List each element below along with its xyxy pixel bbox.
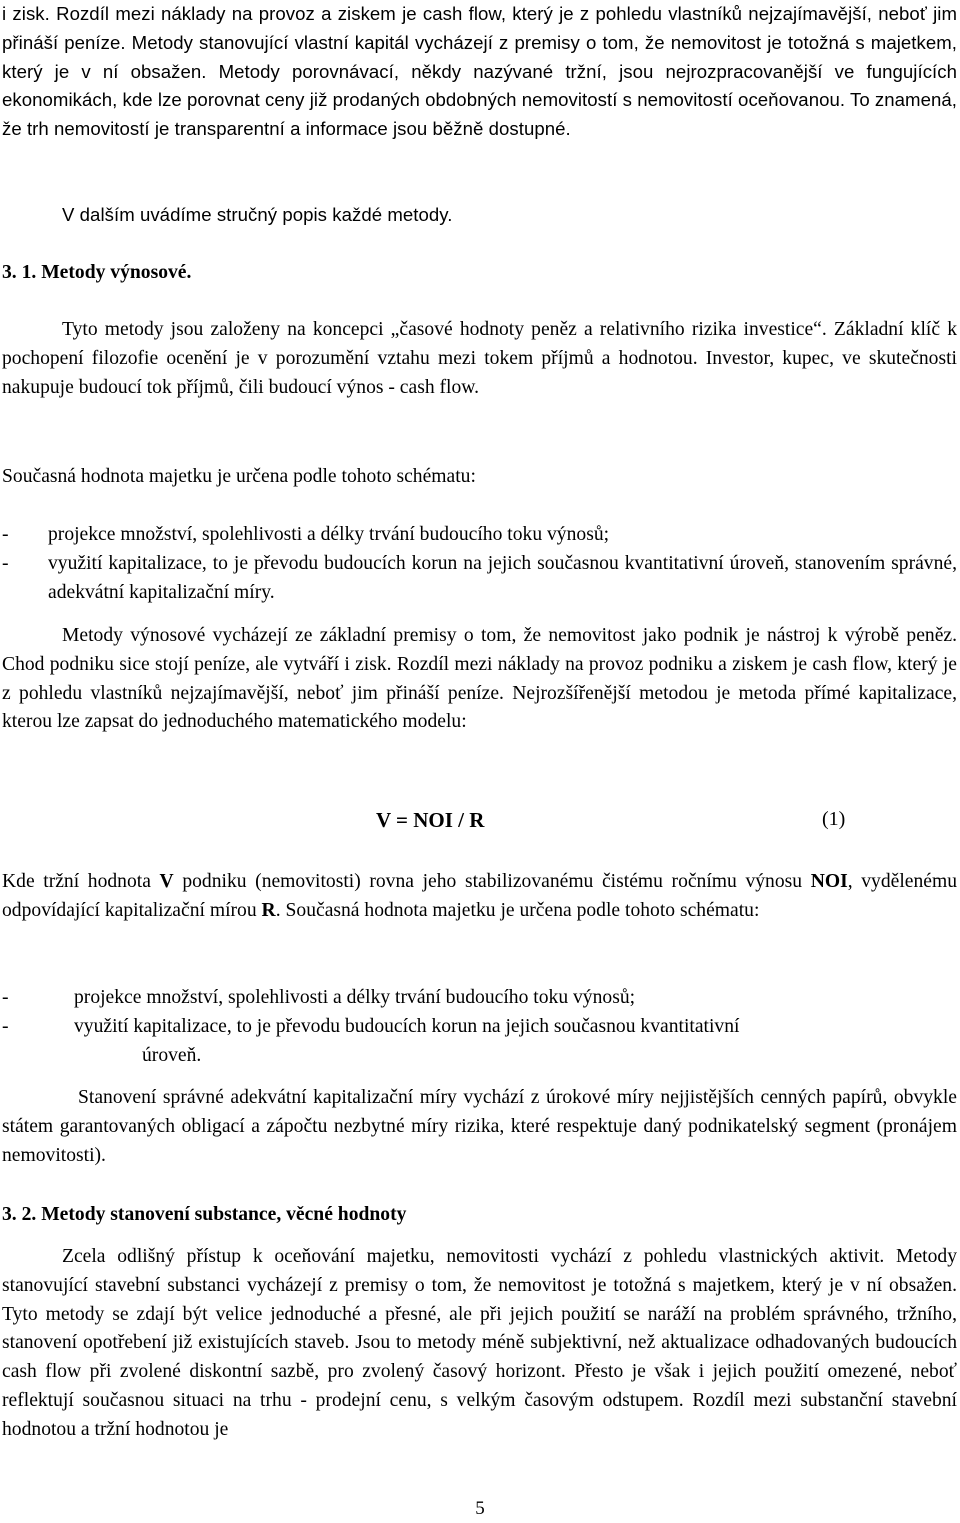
section-3-1-paragraph-4 — [2, 868, 957, 926]
symbol-v: V — [159, 871, 174, 892]
section-3-1-schema-intro: Současná hodnota majetku je určena podle tohoto schématu: — [2, 466, 476, 487]
intro-paragraph: i zisk. Rozdíl mezi náklady na provoz a ziskem je cash flow, který je z pohledu vlastníků nejzajímavější, neboť jim přináší peníze. Metody stanovující vlastní kapitál vycházejí z premisy o tom, že nemovitost je totožná s majetkem, který je v ní obsažen. Metody porovnávací, někdy nazývané tržní, jsou nejrozpracovanější ve fungujících ekonomikách, kde lze porovnat ceny již prodaných obdobných nemovitostí s nemovitostí oceňovanou. To znamená, že trh nemovitostí je transparentní a informace jsou běžně dostupné. — [2, 3, 957, 140]
formula-block — [0, 808, 960, 840]
section-heading-3-1: 3. 1. Metody výnosové. — [2, 262, 192, 283]
list-item — [2, 550, 957, 608]
list-dash: - — [2, 552, 9, 574]
list-item-text: projekce množství, spolehlivosti a délky trvání budoucího toku výnosů; — [48, 524, 610, 545]
section-3-1-paragraph-5: Stanovení správné adekvátní kapitalizační míry vychází z úrokové míry nejjistějších cenných papírů, obvykle státem garantovaných obligací a zápočtu nezbytné míry rizika, které respektuje daný podnikatelský segment (pronájem nemovitosti). — [2, 1087, 957, 1166]
p4-text-1: Kde tržní hodnota — [2, 871, 160, 892]
p4-text-3: , vydělenému odpovídající kapitalizační mírou — [2, 871, 957, 921]
list-item-text: využití kapitalizace, to je převodu budoucích korun na jejich současnou kvantitativní — [74, 1015, 740, 1037]
section-3-1-paragraph-3: Metody výnosové vycházejí ze základní premisy o tom, že nemovitost jako podnik je nástroj k výrobě peněz. Chod podniku sice stojí peníze, ale vytváří i zisk. Rozdíl mezi náklady na provoz podniku a ziskem je cash flow, který je z pohledu vlastníků nejzajímavější, neboť jim přináší peníze. Nejrozšířenější metodou je metoda přímé kapitalizace, kterou lze zapsat do jednoduchého matematického modelu: — [2, 625, 957, 733]
list-dash: - — [2, 524, 9, 545]
list-item-text: projekce množství, spolehlivosti a délky trvání budoucího toku výnosů; — [74, 987, 636, 1008]
list-dash: - — [2, 1015, 9, 1037]
schema-list-1 — [2, 521, 957, 607]
p4-text-4: . Současná hodnota majetku je určena podle tohoto schématu: — [275, 899, 760, 921]
list-dash: - — [2, 987, 9, 1008]
p4-text-2: podniku (nemovitosti) rovna jeho stabilizovanému čistému ročnímu výnosu — [173, 871, 811, 892]
formula-expression: V = NOI / R — [376, 808, 485, 832]
schema-list-2 — [2, 984, 957, 1070]
symbol-noi: NOI — [810, 871, 848, 892]
section-heading-3-2: 3. 2. Metody stanovení substance, věcné hodnoty — [2, 1204, 407, 1225]
list-item — [2, 521, 957, 550]
list-item-text: využití kapitalizace, to je převodu budoucích korun na jejich současnou kvantitativní úroveň, stanovením správné, adekvátní kapitalizační míry. — [48, 552, 957, 603]
list-item — [2, 984, 957, 1013]
formula-number: (1) — [822, 808, 846, 830]
symbol-r: R — [261, 899, 276, 921]
overview-sentence: V dalším uvádíme stručný popis každé metody. — [62, 204, 453, 225]
section-3-1-paragraph-1: Tyto metody jsou založeny na koncepci „časové hodnoty peněz a relativního rizika investice“. Základní klíč k pochopení filozofie ocenění je v porozumění vztahu mezi tokem příjmů a hodnotou. Investor, kupec, ve skutečnosti nakupuje budoucí tok příjmů, čili budoucí výnos - cash flow. — [2, 319, 957, 398]
section-3-2-paragraph-1: Zcela odlišný přístup k oceňování majetku, nemovitosti vychází z pohledu vlastnických aktivit. Metody stanovující stavební substanci vycházejí z premisy o tom, že nemovitost je totožná s majetkem, který je v ní obsažen. Tyto metody se zdají být velice jednoduché a přesné, ale při jejich použití se naráží na problém správného, tržního, stanovení opotřebení již existujících staveb. Jsou to metody méně subjektivní, než aktualizace odhadovaných budoucích cash flow při zvolené diskontní sazbě, pro zvolený časový horizont. Přesto je však i jejich použití omezené, neboť reflektují současnou situaci na trhu - prodejní cenu, s velkým časovým odstupem. Rozdíl mezi substanční stavební hodnotou a tržní hodnotou je — [2, 1246, 957, 1440]
list-item-text-continued: úroveň. — [142, 1044, 202, 1066]
list-item — [2, 1013, 957, 1071]
page-number: 5 — [475, 1498, 485, 1519]
